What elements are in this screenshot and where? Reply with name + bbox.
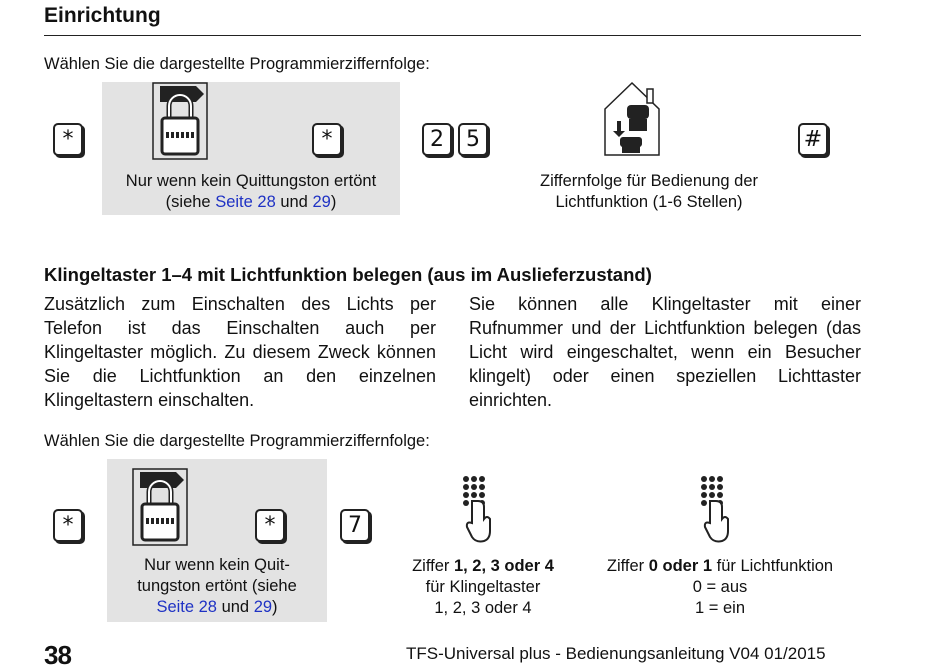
house-caption: Ziffernfolge für Bedienung der Lichtfunktion (1-6 Stellen) [539, 172, 758, 211]
paragraph-left: Zusätzlich zum Einschalten des Lichts per Telefon ist das Einschalten auch per Klingeltaster möglich. Zu diesem Zweck können Sie die Lichtfunktion an den einzelnen Klingeltastern einschalten. [44, 294, 436, 410]
section2-intro: Wählen Sie die dargestellte Programmierziffernfolge: [44, 432, 430, 450]
star-key: * [53, 509, 83, 542]
digit-key-5: 5 [458, 123, 488, 156]
confirmation-note: Nur wenn kein Quittungston ertönt (siehe Seite 28 und 29) [125, 172, 377, 211]
confirmation-note-box [107, 459, 327, 622]
keypad-finger-icon [698, 475, 734, 545]
house-phone-icon [603, 81, 661, 157]
page-number: 38 [44, 640, 71, 670]
paragraph-right: Sie können alle Klingeltaster mit einer Rufnummer und der Lichtfunktion belegen (das Licht wird eingeschaltet, wenn ein Besucher klingelt) oder einen speziellen Lichttaster einrichten. [469, 294, 861, 410]
confirmation-note: Nur wenn kein Quit- tungston ertönt (siehe Seite 28 und 29) [137, 556, 297, 616]
padlock-icon [132, 468, 188, 546]
keypad-finger-icon [460, 475, 496, 545]
title-divider [44, 35, 861, 36]
digit-caption-light: Ziffer 0 oder 1 für Lichtfunktion 0 = aus 1 = ein [606, 557, 834, 617]
page-link[interactable]: 29 [253, 598, 273, 616]
digit-key-2: 2 [422, 123, 452, 156]
star-key: * [312, 123, 342, 156]
digit-key-7: 7 [340, 509, 370, 542]
section-heading: Klingeltaster 1–4 mit Lichtfunktion belegen (aus im Auslieferzustand) [44, 264, 652, 285]
digit-caption-bell: Ziffer 1, 2, 3 oder 4 für Klingeltaster 1, 2, 3 oder 4 [412, 557, 554, 617]
page-link[interactable]: Seite 28 [215, 193, 276, 211]
page-link[interactable]: 29 [312, 193, 331, 211]
padlock-icon [152, 82, 208, 160]
hash-key: # [798, 123, 828, 156]
page-title: Einrichtung [44, 4, 161, 27]
star-key: * [255, 509, 285, 542]
footer-text: TFS-Universal plus - Bedienungsanleitung V04 01/2015 [406, 644, 826, 663]
section1-intro: Wählen Sie die dargestellte Programmierziffernfolge: [44, 55, 430, 73]
confirmation-note-box [102, 82, 400, 215]
star-key: * [53, 123, 83, 156]
page-link[interactable]: Seite 28 [156, 598, 217, 616]
